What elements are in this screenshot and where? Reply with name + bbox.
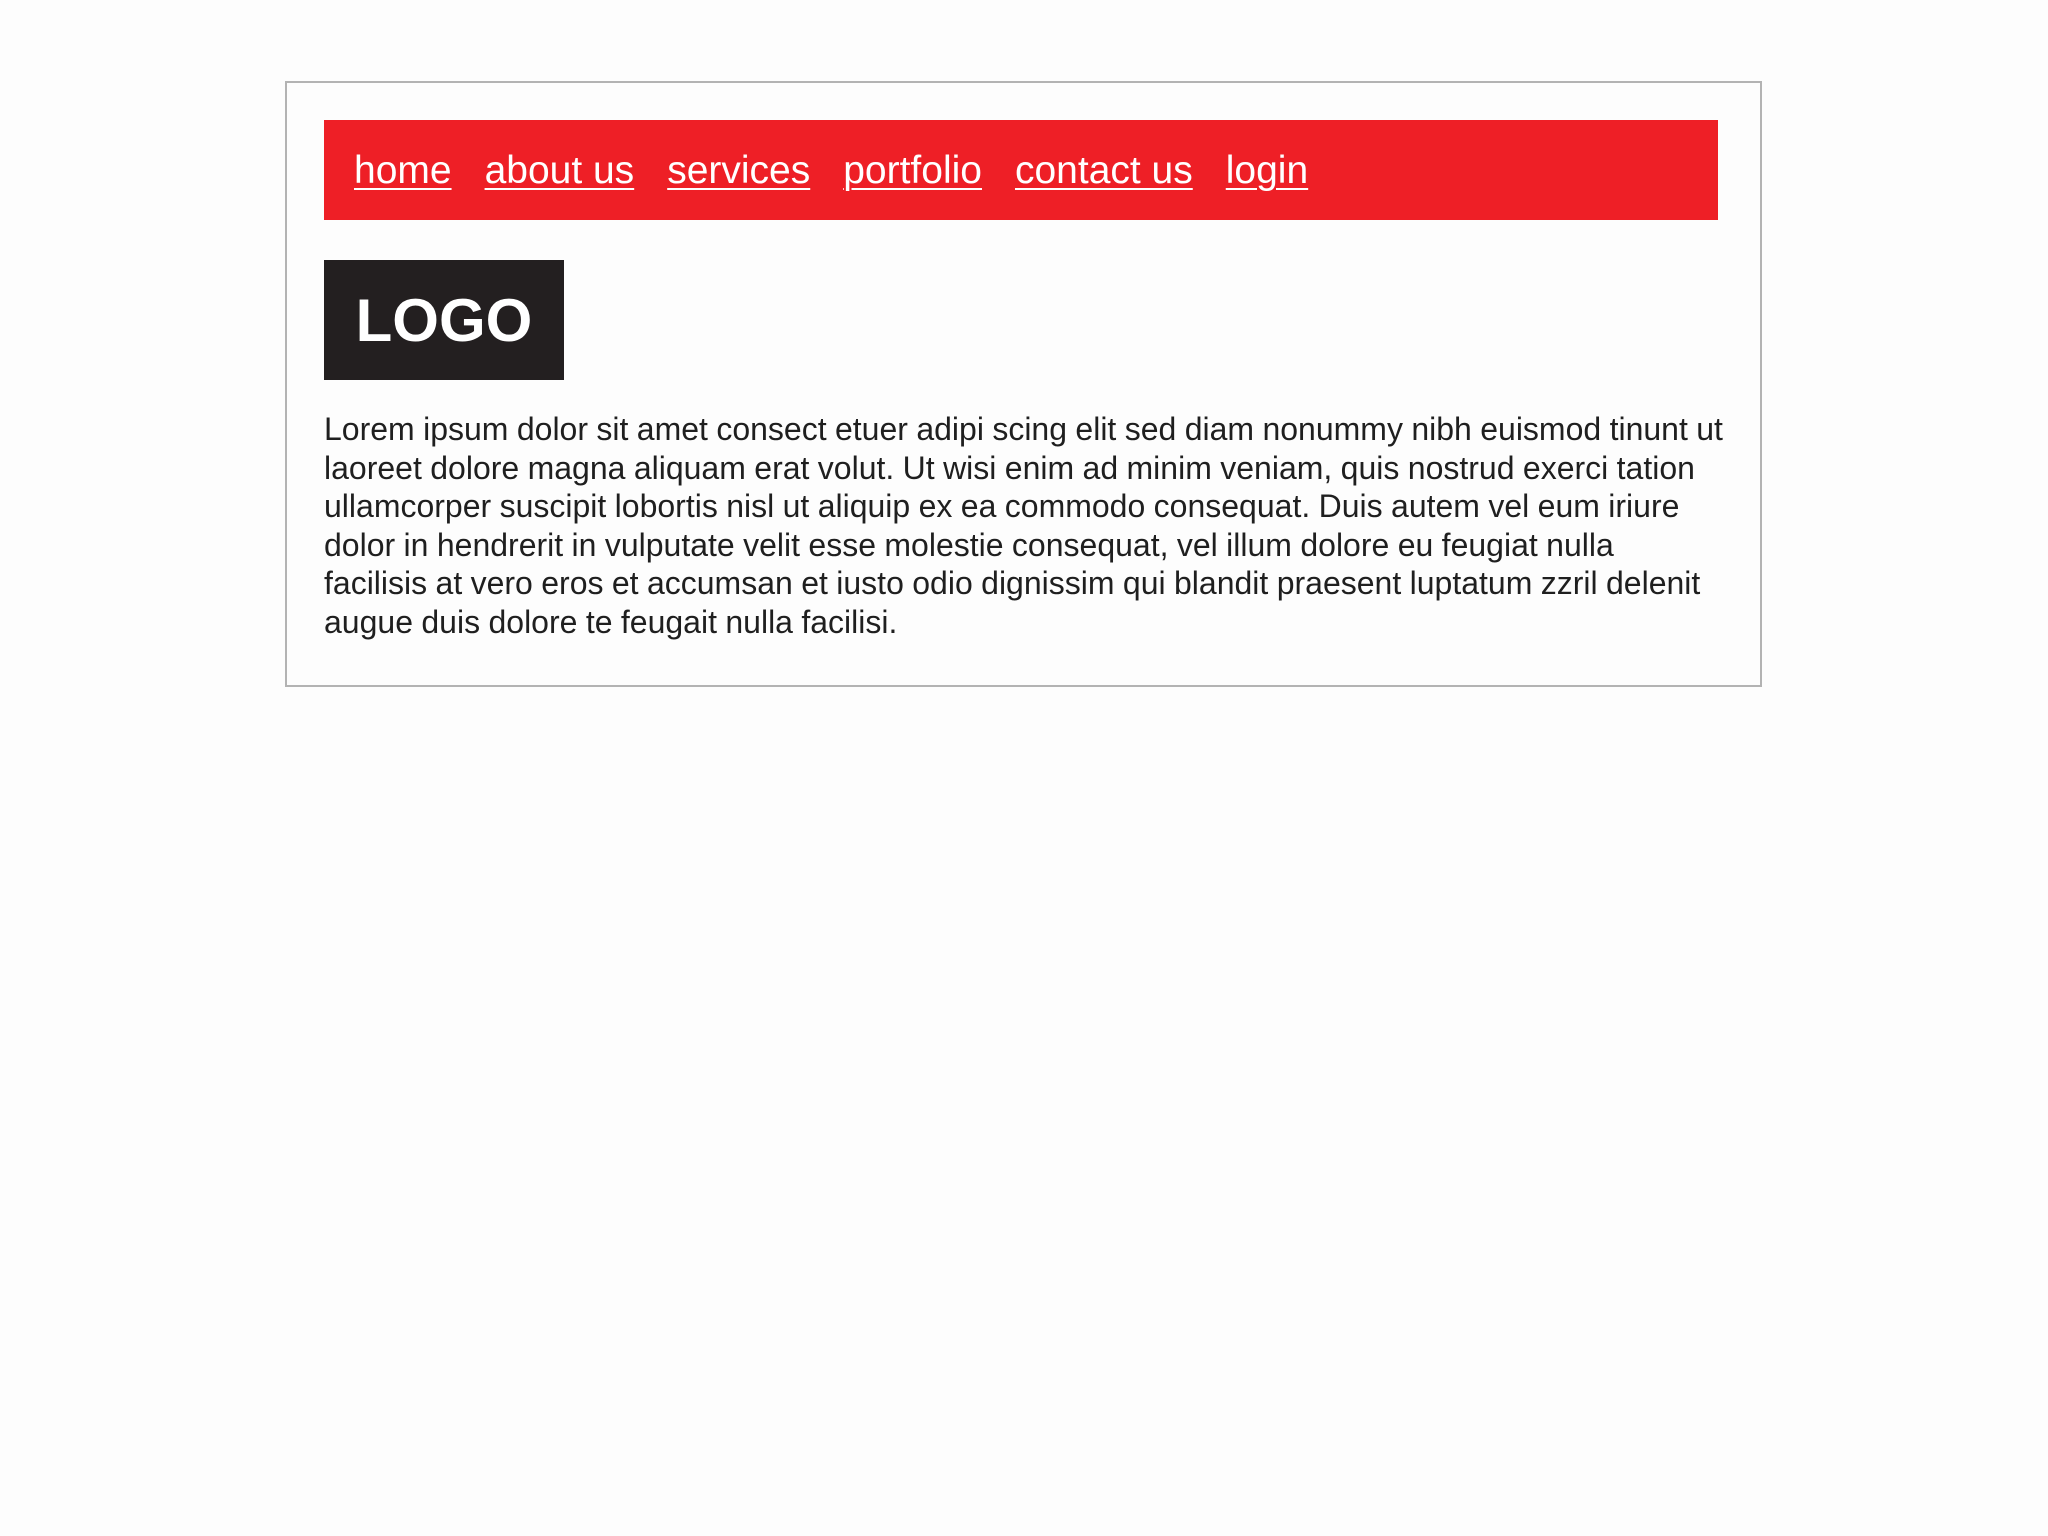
nav-link-contact-us[interactable]: contact us [1014,148,1193,192]
page-frame [285,81,1762,687]
nav-link-services[interactable]: services [667,148,811,192]
nav-link-home[interactable]: home [354,148,452,192]
nav-link-login[interactable]: login [1225,148,1309,192]
nav-link-portfolio[interactable]: portfolio [843,148,982,192]
body-paragraph: Lorem ipsum dolor sit amet consect etuer adipi scing elit sed diam nonummy nibh euismod tinunt ut laoreet dolore magna aliquam erat volut. Ut wisi enim ad minim veniam, quis nostrud exerci tation ullamcorper suscipit lobortis nisl ut aliquip ex ea commodo consequat. Duis autem vel eum iriure dolor in hendrerit in vulputate velit esse molestie consequat, vel illum dolore eu feugiat nulla facilisis at vero eros et accumsan et iusto odio dignissim qui blandit praesent luptatum zzril delenit augue duis dolore te feugait nulla facilisi. [324,411,1723,640]
site-logo [324,260,564,380]
logo-text: LOGO [355,286,533,354]
top-navigation-bar [324,120,1718,220]
nav-link-about-us[interactable]: about us [484,148,635,192]
